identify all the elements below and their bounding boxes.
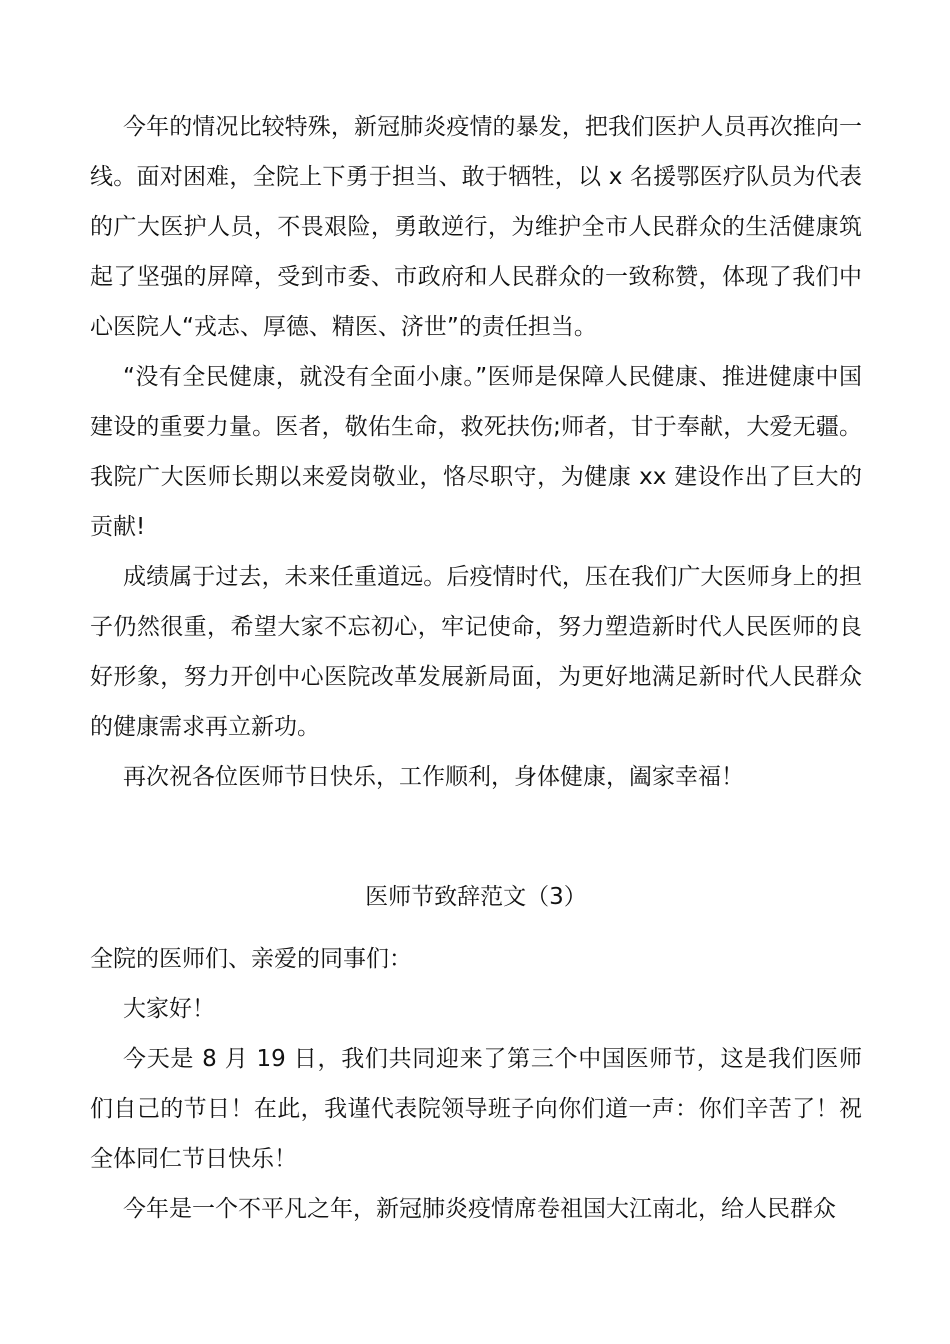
paragraph-doctors-day: 今天是 8 月 19 日，我们共同迎来了第三个中国医师节，这是我们医师们自己的节日！在此，我谨代表院领导班子向你们道一声：你们辛苦了！祝全体同仁节日快乐！ xyxy=(90,1046,862,1172)
paragraph-extraordinary-year: 今年是一个不平凡之年，新冠肺炎疫情席卷祖国大江南北，给人民群众 xyxy=(123,1196,836,1222)
greeting: 大家好！ xyxy=(123,996,215,1022)
salutation: 全院的医师们、亲爱的同事们： xyxy=(90,946,412,972)
paragraph-national-health: “没有全民健康，就没有全面小康。”医师是保障人民健康、推进健康中国建设的重要力量。医者，敬佑生命，救死扶伤;师者，甘于奉献，大爱无疆。我院广大医师长期以来爱岗敬业，恪尽职守，为健康 xx 建设作出了巨大的贡献! xyxy=(90,364,862,540)
paragraph-closing-wishes: 再次祝各位医师节日快乐，工作顺利，身体健康，阖家幸福！ xyxy=(123,764,744,790)
paragraph-future-mission: 成绩属于过去，未来任重道远。后疫情时代，压在我们广大医师身上的担子仍然很重，希望大家不忘初心，牢记使命，努力塑造新时代人民医师的良好形象，努力开创中心医院改革发展新局面，为更好地满足新时代人民群众的健康需求再立新功。 xyxy=(90,564,862,740)
section-title: 医师节致辞范文（3） xyxy=(365,884,587,910)
paragraph-epidemic-response: 今年的情况比较特殊，新冠肺炎疫情的暴发，把我们医护人员再次推向一线。面对困难，全院上下勇于担当、敢于牺牲，以 x 名援鄂医疗队员为代表的广大医护人员，不畏艰险，勇敢逆行，为维护全市人民群众的生活健康筑起了坚强的屏障，受到市委、市政府和人民群众的一致称赞，体现了我们中心医院人“戎志、厚德、精医、济世”的责任担当。 xyxy=(90,114,862,340)
